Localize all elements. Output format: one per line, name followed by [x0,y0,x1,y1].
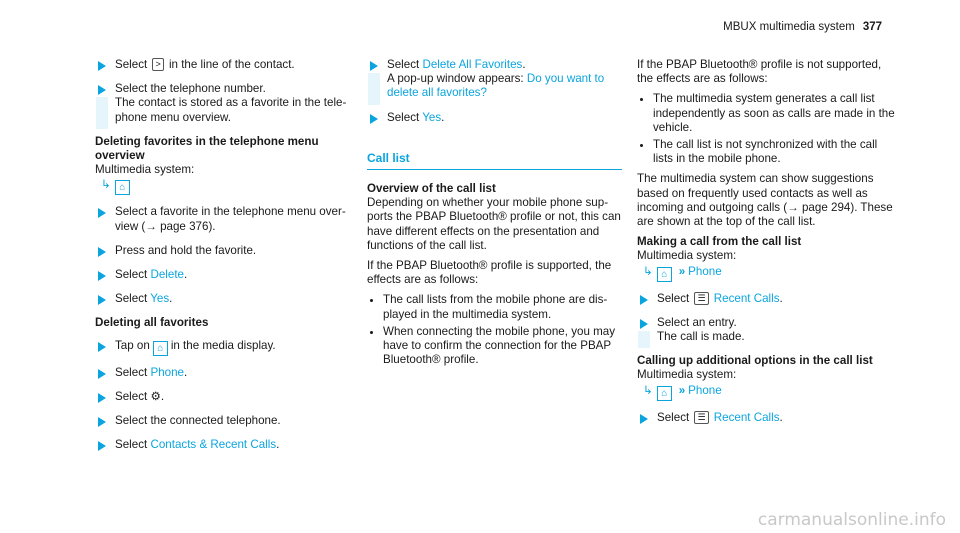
multimedia-label: Multimedia system: [95,163,195,177]
page-number: 377 [862,21,882,33]
section-call-list: Call list [367,151,622,170]
step-delete-all: Select Delete All Favorites. A pop-up window appears: Do you want to delete all favorites? [367,58,622,101]
multimedia-label: Multimedia system: [637,249,737,263]
heading-overview: Overview of the call list [367,182,496,196]
gear-icon: ⚙ [150,389,161,403]
step-tap-home: Tap on ⌂ in the media display. [95,339,355,356]
step-select-entry: Select an entry. The call is made. [637,316,897,344]
list-item: • When connecting the mobile phone, you may have to confirm the connection for the PBAP Bluetooth® profile. [383,325,622,368]
list-item: • The call list is not synchronized with the call lists in the mobile phone. [653,138,897,166]
nav-path-phone: ↳ ⌂ » Phone [643,264,722,280]
step-select-yes-2: Select Yes. [367,111,622,125]
step-select-favorite: Select a favorite in the telephone menu overview (→ page 376). [95,205,355,233]
page-header [723,20,882,34]
home-icon: ⌂ [153,341,168,356]
heading-additional-options: Calling up additional options in the call list [637,354,873,368]
header-title: MBUX multimedia system [723,21,855,33]
paragraph-pbap-supported: If the PBAP Bluetooth® profile is supported, the effects are as follows: [367,259,612,287]
home-icon: ⌂ [657,386,672,401]
step-select-number: Select the telephone number. The contact is stored as a favorite in the telephone menu overview. [95,82,355,125]
multimedia-label: Multimedia system: [637,368,737,382]
nav-path [95,178,355,195]
heading-making-call: Making a call from the call list [637,235,802,249]
nav-path-phone-2: ↳ ⌂ » Phone [643,383,722,399]
step-select-phone: Select Phone. [95,366,355,380]
column-3 [637,58,897,435]
paragraph-pbap-unsupported: If the PBAP Bluetooth® profile is not supported, the effects are as follows: [637,58,882,86]
step-select-telephone: Select the connected telephone. [95,414,355,428]
paragraph-suggestions: The multimedia system can show suggestions based on frequently used contacts as well as incoming and outgoing calls (→ page 294). These are shown at the top of the call list. [637,172,893,229]
bullet-list-unsupported [637,92,897,166]
step-recent-calls: Select ☰ Recent Calls. [637,292,897,306]
column-1 [95,58,355,462]
bullet-list-supported [367,293,622,367]
heading-delete-all: Deleting all favorites [95,316,209,330]
step-select-yes: Select Yes. [95,292,355,306]
paragraph-depending: Depending on whether your mobile phone supports the PBAP Bluetooth® profile or not, this can have different effects on the presentation and functions of the call list. [367,196,621,252]
corner-arrow-icon: ↳ [101,178,111,192]
home-icon: ⌂ [657,267,672,282]
heading-delete-favorites: Deleting favorites in the telephone menu overview [95,134,319,163]
double-chevron-icon: » [678,264,686,278]
corner-arrow-icon: ↳ [643,383,653,397]
list-item: • The call lists from the mobile phone are displayed in the multimedia system. [383,293,622,321]
column-2 [367,58,622,373]
step-press-hold: Press and hold the favorite. [95,244,355,258]
step-select-contacts: Select Contacts & Recent Calls. [95,438,355,452]
call-list-icon: ☰ [694,411,708,424]
double-chevron-icon: » [678,383,686,397]
home-icon: ⌂ [115,180,130,195]
step-select-delete: Select Delete. [95,268,355,282]
step-select-settings: Select ⚙. [95,390,355,404]
step-select-chevron: Select > in the line of the contact. [95,58,355,72]
step-recent-calls-2: Select ☰ Recent Calls. [637,411,897,425]
call-list-icon: ☰ [694,292,708,305]
corner-arrow-icon: ↳ [643,264,653,278]
chevron-right-icon: > [152,58,163,71]
watermark: carmanualsonline.info [757,509,946,530]
list-item: • The multimedia system generates a call list independently as soon as calls are made in the vehicle. [653,92,897,135]
